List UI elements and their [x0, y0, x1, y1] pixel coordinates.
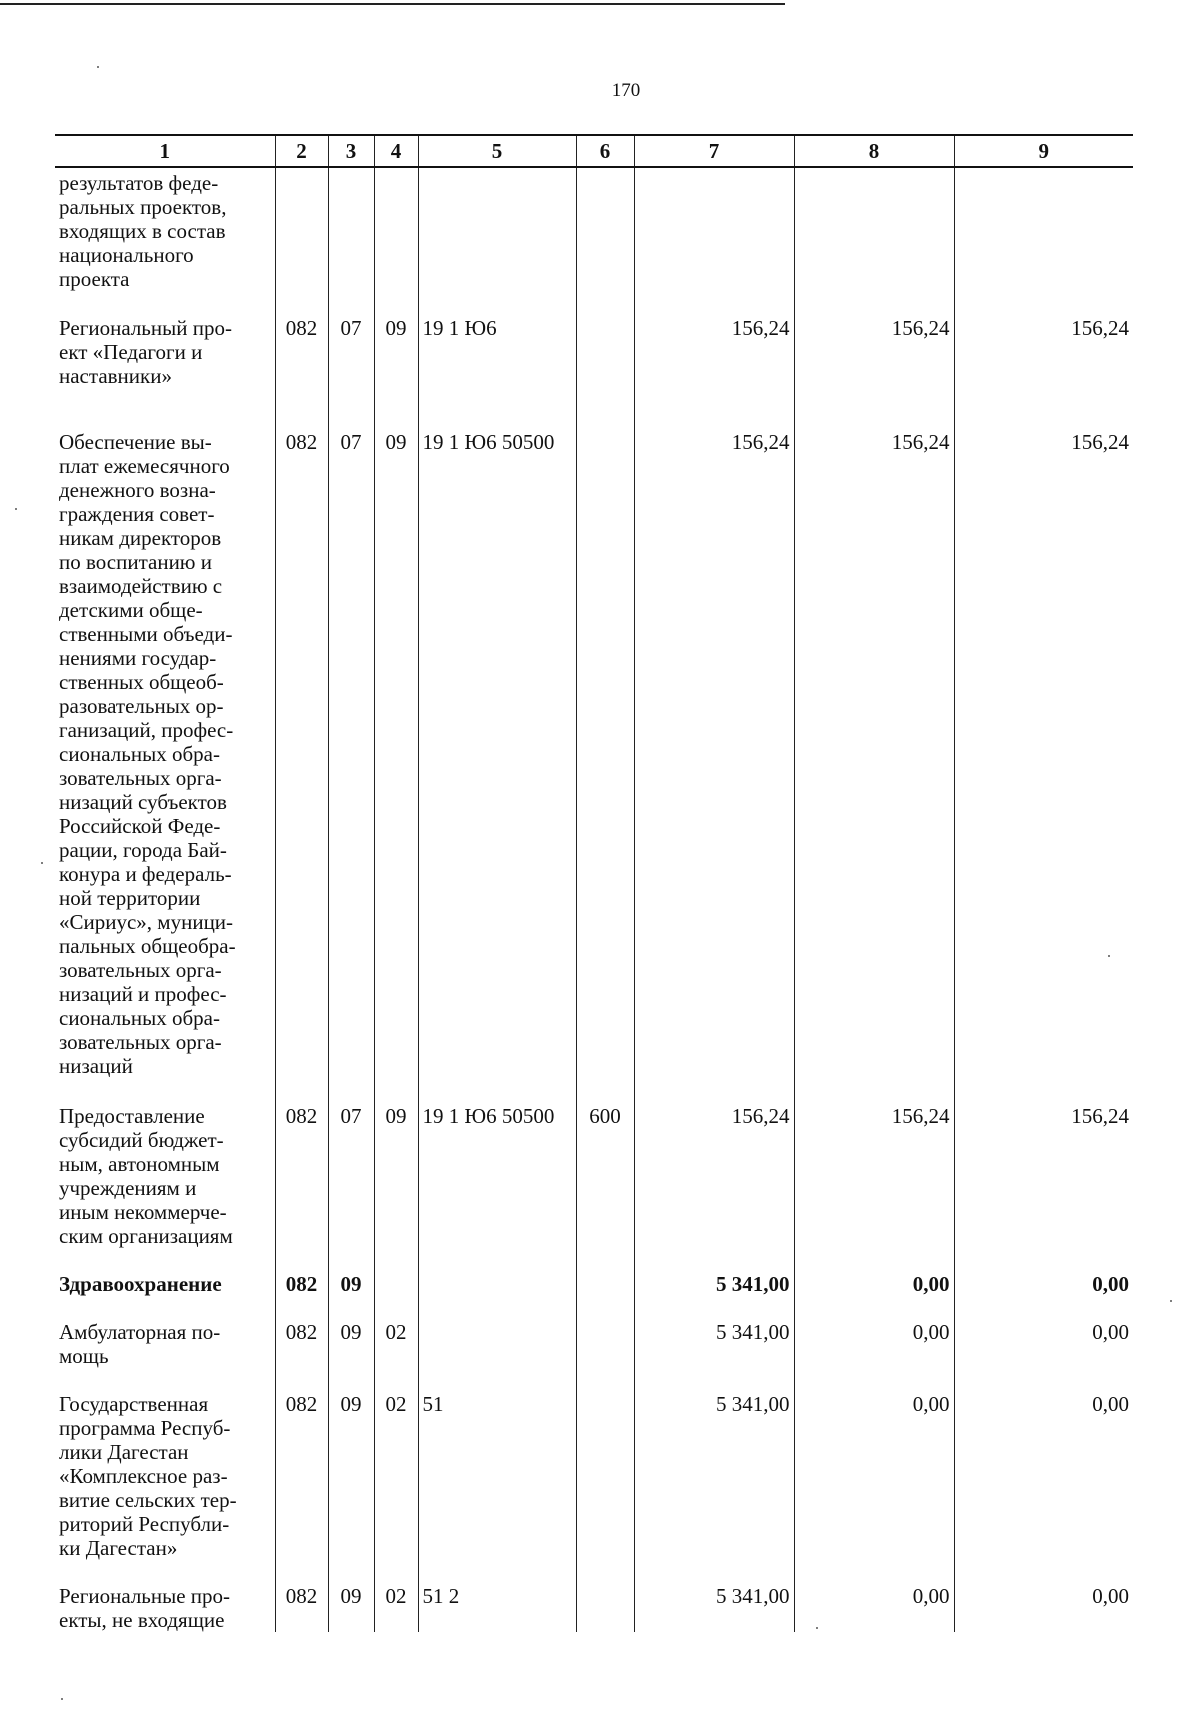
- cell-name-line: зовательных орга-: [59, 1030, 222, 1054]
- scan-edge-line: [0, 3, 785, 5]
- cell-subsection-code: 09: [374, 304, 418, 418]
- cell-name-line: ным, автономным: [59, 1152, 220, 1176]
- column-header: 9: [954, 135, 1133, 167]
- cell-amount-col9: 156,24: [954, 1092, 1133, 1260]
- cell-subsection-code: 09: [374, 1092, 418, 1260]
- cell-section-code: 07: [328, 418, 374, 1092]
- cell-amount-col9: 156,24: [954, 418, 1133, 1092]
- cell-expense-type: [576, 1572, 634, 1632]
- table-row: [55, 1092, 1133, 1260]
- page-number: 170: [611, 80, 641, 101]
- cell-section-code: 09: [328, 1260, 374, 1308]
- cell-name: [55, 304, 275, 418]
- cell-name-line: иным некоммерче-: [59, 1200, 227, 1224]
- cell-admin-code: 082: [275, 1092, 328, 1260]
- cell-name: [55, 1260, 275, 1308]
- cell-expense-type: [576, 1308, 634, 1380]
- cell-expense-type: [576, 304, 634, 418]
- cell-amount-col8: 156,24: [794, 1092, 954, 1260]
- cell-name-line: детскими обще-: [59, 598, 203, 622]
- cell-name-line: пальных общеобра-: [59, 934, 236, 958]
- cell-name-line: ственных общеоб-: [59, 670, 224, 694]
- cell-amount-col7: [634, 167, 794, 304]
- cell-section-code: 09: [328, 1308, 374, 1380]
- cell-amount-col7: 5 341,00: [634, 1380, 794, 1572]
- cell-name-line: зовательных орга-: [59, 766, 222, 790]
- cell-name-line: мощь: [59, 1344, 109, 1368]
- cell-name-line: Здравоохранение: [59, 1272, 222, 1296]
- cell-subsection-code: [374, 167, 418, 304]
- cell-amount-col7: 5 341,00: [634, 1260, 794, 1308]
- cell-name-line: плат ежемесячного: [59, 454, 230, 478]
- cell-expense-type: [576, 418, 634, 1092]
- cell-amount-col9: [954, 167, 1133, 304]
- cell-name-line: Амбулаторная по-: [59, 1320, 221, 1344]
- cell-name: [55, 1380, 275, 1572]
- cell-name-line: учреждениям и: [59, 1176, 197, 1200]
- scan-speck: [61, 1698, 63, 1700]
- cell-name-line: лики Дагестан: [59, 1440, 189, 1464]
- cell-name-line: по воспитанию и: [59, 550, 212, 574]
- cell-name: [55, 418, 275, 1092]
- cell-section-code: 07: [328, 1092, 374, 1260]
- cell-name-line: зовательных орга-: [59, 958, 222, 982]
- cell-target-code: [418, 1308, 576, 1380]
- cell-name: [55, 167, 275, 304]
- scan-speck: [15, 508, 17, 510]
- cell-name-line: программа Респуб-: [59, 1416, 231, 1440]
- cell-amount-col9: 0,00: [954, 1572, 1133, 1632]
- cell-name-line: рации, города Бай-: [59, 838, 227, 862]
- cell-expense-type: [576, 1260, 634, 1308]
- cell-name-line: «Комплексное раз-: [59, 1464, 228, 1488]
- cell-name: [55, 1092, 275, 1260]
- cell-amount-col8: [794, 167, 954, 304]
- cell-name-line: Российской Феде-: [59, 814, 221, 838]
- cell-amount-col7: 5 341,00: [634, 1572, 794, 1632]
- cell-name-line: нениями государ-: [59, 646, 217, 670]
- column-header: 4: [374, 135, 418, 167]
- cell-admin-code: 082: [275, 304, 328, 418]
- cell-name-line: екты, не входящие: [59, 1608, 225, 1632]
- cell-name-line: Государственная: [59, 1392, 209, 1416]
- cell-name: [55, 1308, 275, 1380]
- cell-name-line: ект «Педагоги и: [59, 340, 203, 364]
- cell-amount-col7: 156,24: [634, 418, 794, 1092]
- table-row: [55, 304, 1133, 418]
- cell-name-line: ственными объеди-: [59, 622, 233, 646]
- cell-expense-type: [576, 167, 634, 304]
- cell-name: [55, 1572, 275, 1632]
- cell-target-code: 19 1 Ю6: [418, 304, 576, 418]
- cell-name-line: проекта: [59, 267, 130, 291]
- cell-amount-col7: 5 341,00: [634, 1308, 794, 1380]
- cell-name-line: конура и федераль-: [59, 862, 232, 886]
- table-row: [55, 1308, 1133, 1380]
- column-header: 1: [55, 135, 275, 167]
- cell-name-line: Предоставление: [59, 1104, 205, 1128]
- cell-subsection-code: [374, 1260, 418, 1308]
- cell-target-code: 51: [418, 1380, 576, 1572]
- cell-name-line: результатов феде-: [59, 171, 219, 195]
- column-header: 5: [418, 135, 576, 167]
- cell-target-code: 19 1 Ю6 50500: [418, 1092, 576, 1260]
- cell-admin-code: 082: [275, 1260, 328, 1308]
- cell-name-line: сиональных обра-: [59, 742, 220, 766]
- table-body: [55, 167, 1133, 1632]
- cell-amount-col7: 156,24: [634, 304, 794, 418]
- cell-expense-type: 600: [576, 1092, 634, 1260]
- table-header-row: [55, 135, 1133, 167]
- cell-amount-col8: 0,00: [794, 1380, 954, 1572]
- table-row: [55, 1380, 1133, 1572]
- cell-name-line: никам директоров: [59, 526, 222, 550]
- cell-amount-col8: 156,24: [794, 304, 954, 418]
- table-row: [55, 167, 1133, 304]
- cell-admin-code: 082: [275, 1380, 328, 1572]
- cell-expense-type: [576, 1380, 634, 1572]
- cell-name-line: ским организациям: [59, 1224, 233, 1248]
- cell-name-line: разовательных ор-: [59, 694, 224, 718]
- table-row: [55, 1572, 1133, 1632]
- cell-admin-code: 082: [275, 1572, 328, 1632]
- cell-subsection-code: 02: [374, 1308, 418, 1380]
- cell-name-line: ной территории: [59, 886, 201, 910]
- cell-name-line: субсидий бюджет-: [59, 1128, 224, 1152]
- cell-name-line: низаций: [59, 1054, 133, 1078]
- cell-target-code: [418, 167, 576, 304]
- cell-name-line: «Сириус», муници-: [59, 910, 234, 934]
- cell-amount-col9: 0,00: [954, 1308, 1133, 1380]
- cell-name-line: взаимодействию с: [59, 574, 223, 598]
- cell-name-line: наставники»: [59, 364, 172, 388]
- scan-speck: [1170, 1300, 1172, 1302]
- cell-section-code: [328, 167, 374, 304]
- cell-target-code: 51 2: [418, 1572, 576, 1632]
- cell-subsection-code: 02: [374, 1380, 418, 1572]
- cell-amount-col8: 156,24: [794, 418, 954, 1092]
- cell-amount-col8: 0,00: [794, 1572, 954, 1632]
- cell-name-line: риторий Республи-: [59, 1512, 230, 1536]
- cell-amount-col8: 0,00: [794, 1260, 954, 1308]
- budget-table: [55, 134, 1133, 1632]
- cell-amount-col9: 156,24: [954, 304, 1133, 418]
- column-header: 2: [275, 135, 328, 167]
- scan-speck: [41, 862, 43, 864]
- cell-admin-code: 082: [275, 418, 328, 1092]
- cell-name-line: низаций и профес-: [59, 982, 227, 1006]
- column-header: 3: [328, 135, 374, 167]
- cell-target-code: 19 1 Ю6 50500: [418, 418, 576, 1092]
- cell-section-code: 09: [328, 1572, 374, 1632]
- cell-subsection-code: 02: [374, 1572, 418, 1632]
- cell-amount-col7: 156,24: [634, 1092, 794, 1260]
- cell-name-line: ки Дагестан»: [59, 1536, 178, 1560]
- cell-subsection-code: 09: [374, 418, 418, 1092]
- cell-name-line: граждения совет-: [59, 502, 215, 526]
- cell-name-line: национального: [59, 243, 194, 267]
- cell-name-line: низаций субъектов: [59, 790, 227, 814]
- cell-section-code: 07: [328, 304, 374, 418]
- table-row: [55, 1260, 1133, 1308]
- column-header: 6: [576, 135, 634, 167]
- cell-name-line: денежного возна-: [59, 478, 216, 502]
- cell-amount-col9: 0,00: [954, 1380, 1133, 1572]
- cell-name-line: сиональных обра-: [59, 1006, 220, 1030]
- cell-name-line: Региональные про-: [59, 1584, 231, 1608]
- cell-amount-col8: 0,00: [794, 1308, 954, 1380]
- cell-name-line: ганизаций, профес-: [59, 718, 234, 742]
- cell-target-code: [418, 1260, 576, 1308]
- column-header: 8: [794, 135, 954, 167]
- table-row: [55, 418, 1133, 1092]
- cell-name-line: ральных проектов,: [59, 195, 227, 219]
- cell-section-code: 09: [328, 1380, 374, 1572]
- cell-admin-code: 082: [275, 1308, 328, 1380]
- cell-name-line: Обеспечение вы-: [59, 430, 212, 454]
- column-header: 7: [634, 135, 794, 167]
- cell-name-line: Региональный про-: [59, 316, 232, 340]
- cell-name-line: витие сельских тер-: [59, 1488, 237, 1512]
- cell-amount-col9: 0,00: [954, 1260, 1133, 1308]
- cell-name-line: входящих в состав: [59, 219, 226, 243]
- scan-speck: [97, 66, 99, 68]
- cell-admin-code: [275, 167, 328, 304]
